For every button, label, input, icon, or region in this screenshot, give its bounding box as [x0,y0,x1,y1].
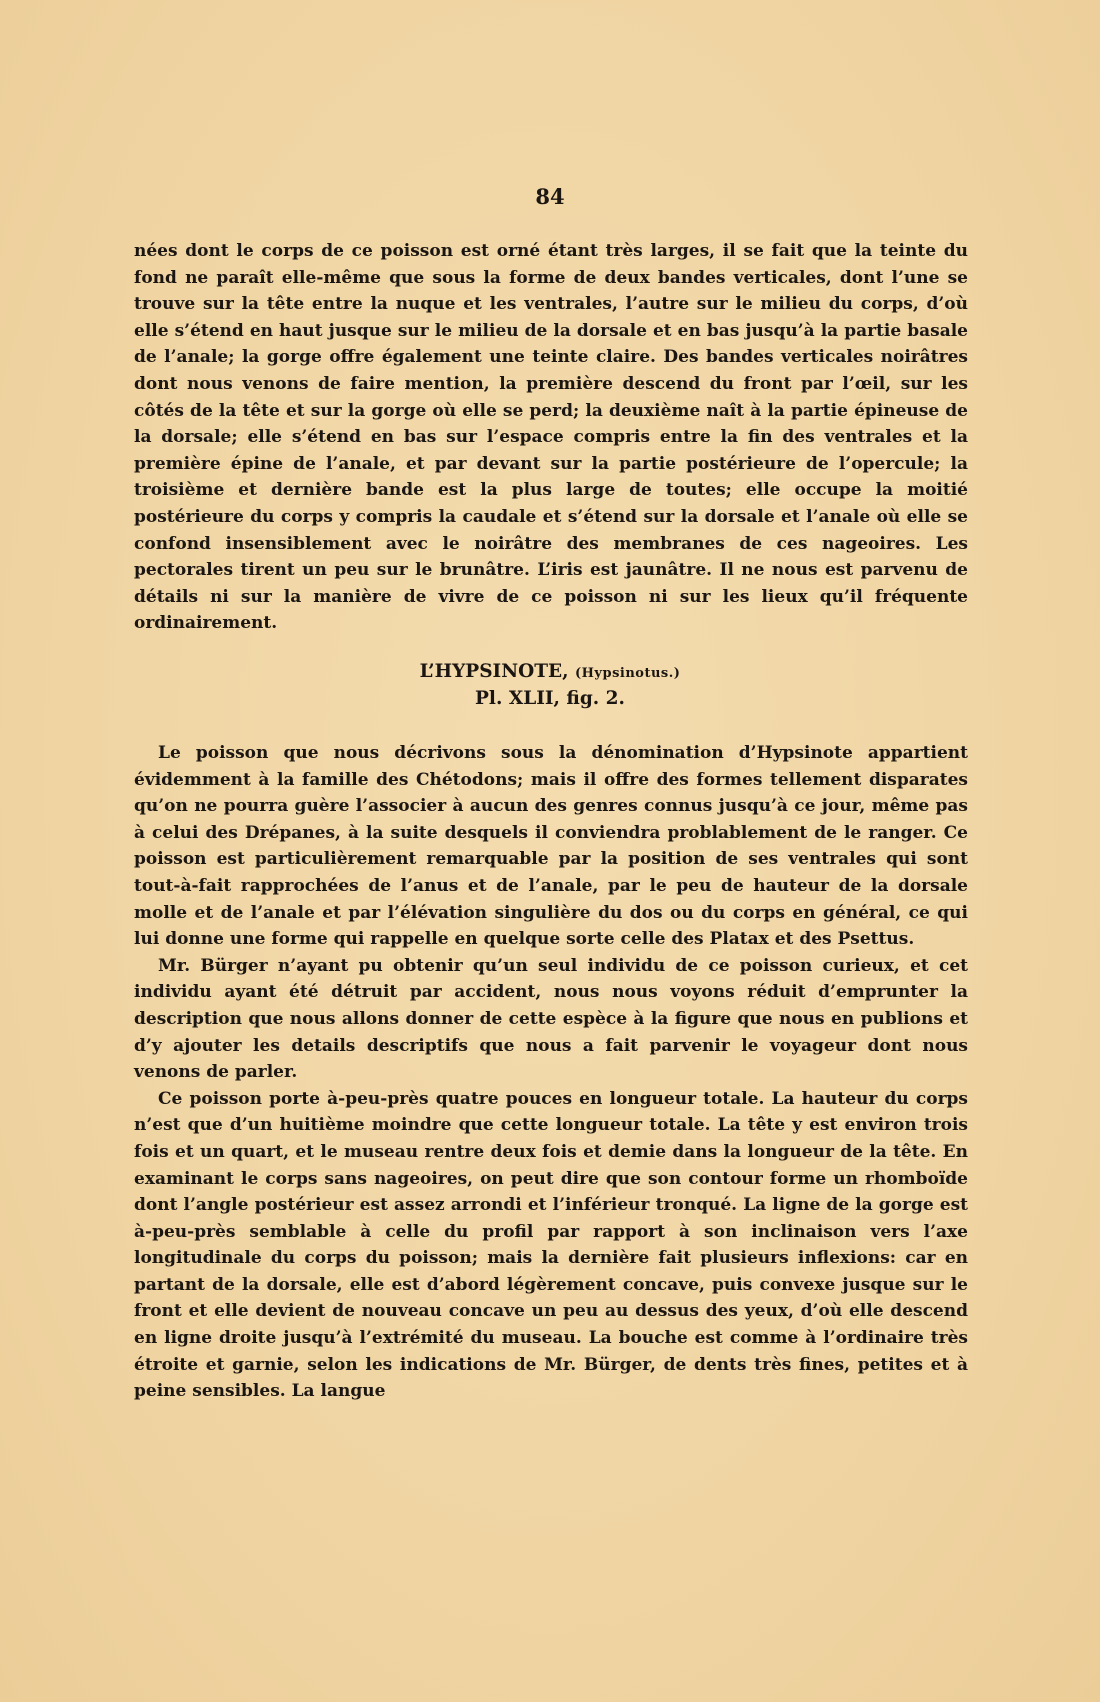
section-paragraph: Le poisson que nous décrivons sous la dénomination d’Hypsinote appartient évidemment à la famille des Chétodons; mais il offre des formes tellement disparates qu’on ne pourra guère l’associer à aucun des genres connus jusqu’à ce jour, même pas à celui des Drépanes, à la suite desquels il conviendra problablement de le ranger. Ce poisson est particulièrement remarquable par la position de ses ventrales qui sont tout-à-fait rapprochées de l’anus et de l’anale, par le peu de hauteur de la dorsale molle et de l’anale et par l’élévation singulière du dos ou du corps en général, ce qui lui donne une forme qui rappelle en quelque sorte celle des Platax et des Psettus. [134,743,968,950]
section-title: L’HYPSINOTE, [419,661,569,682]
intro-paragraph: nées dont le corps de ce poisson est orné étant très larges, il se fait que la teinte du fond ne paraît elle-même que sous la forme de deux bandes verticales, dont l’une se trouve sur la tête entre la nuque et les ventrales, l’autre sur le milieu du corps, d’où elle s’étend en haut jusque sur le milieu de la dorsale et en bas jusqu’à la partie basale de l’anale; la gorge offre également une teinte claire. Des bandes verticales noirâtres dont nous venons de faire mention, la première descend du front par l’œil, sur les côtés de la tête et sur la gorge où elle se perd; la deuxième naît à la partie épineuse de la dorsale; elle s’étend en bas sur l’espace compris entre la fin des ventrales et la première épine de l’anale, et par devant sur la partie postérieure de l’opercule; la troisième et dernière bande est la plus large de toutes; elle occupe la moitié postérieure du corps y compris la caudale et s’étend sur la dorsale et l’anale où elle se confond insensiblement avec le noirâtre des membranes de ces nageoires. Les pectorales tirent un peu sur le brunâtre. L’iris est jaunâtre. Il ne nous est parvenu de détails ni sur la manière de vivre de ce poisson ni sur les lieux qu’il fréquente ordinairement. [134,241,968,634]
page-number: 84 [535,184,565,209]
section-paragraph: Ce poisson porte à-peu-près quatre pouces en longueur totale. La hauteur du corps n’est que d’un huitième moindre que cette longueur totale. La tête y est environ trois fois et un quart, et le museau rentre deux fois et demie dans la longueur de la tête. En examinant le corps sans nageoires, on peut dire que son contour forme un rhomboïde dont l’angle postérieur est assez arrondi et l’inférieur tronqué. La ligne de la gorge est à-peu-près semblable à celle du profil par rapport à son inclinaison vers l’axe longitudinale du corps du poisson; mais la dernière fait plusieurs inflexions: car en partant de la dorsale, elle est d’abord légèrement concave, puis convexe jusque sur le front et elle devient de nouveau concave un peu au dessus des yeux, d’où elle descend en ligne droite jusqu’à l’extrémité du museau. La bouche est comme à l’ordinaire très étroite et garnie, selon les indications de Mr. Bürger, de dents très fines, petites et à peine sensibles. La langue [134,1088,968,1402]
section-text-block [134,740,968,1405]
section-latin-name: (Hypsinotus.) [575,666,681,681]
section-paragraph: Mr. Bürger n’ayant pu obtenir qu’un seul individu de ce poisson curieux, et cet individu ayant été détruit par accident, nous nous voyons réduit d’emprunter la description que nous allons donner de cette espèce à la figure que nous en publions et d’y ajouter les details descriptifs que nous a fait parvenir le voyageur dont nous venons de parler. [134,955,968,1083]
intro-text-block [134,238,968,637]
section-heading [0,661,1100,682]
plate-reference: Pl. XLII, fig. 2. [475,688,625,709]
